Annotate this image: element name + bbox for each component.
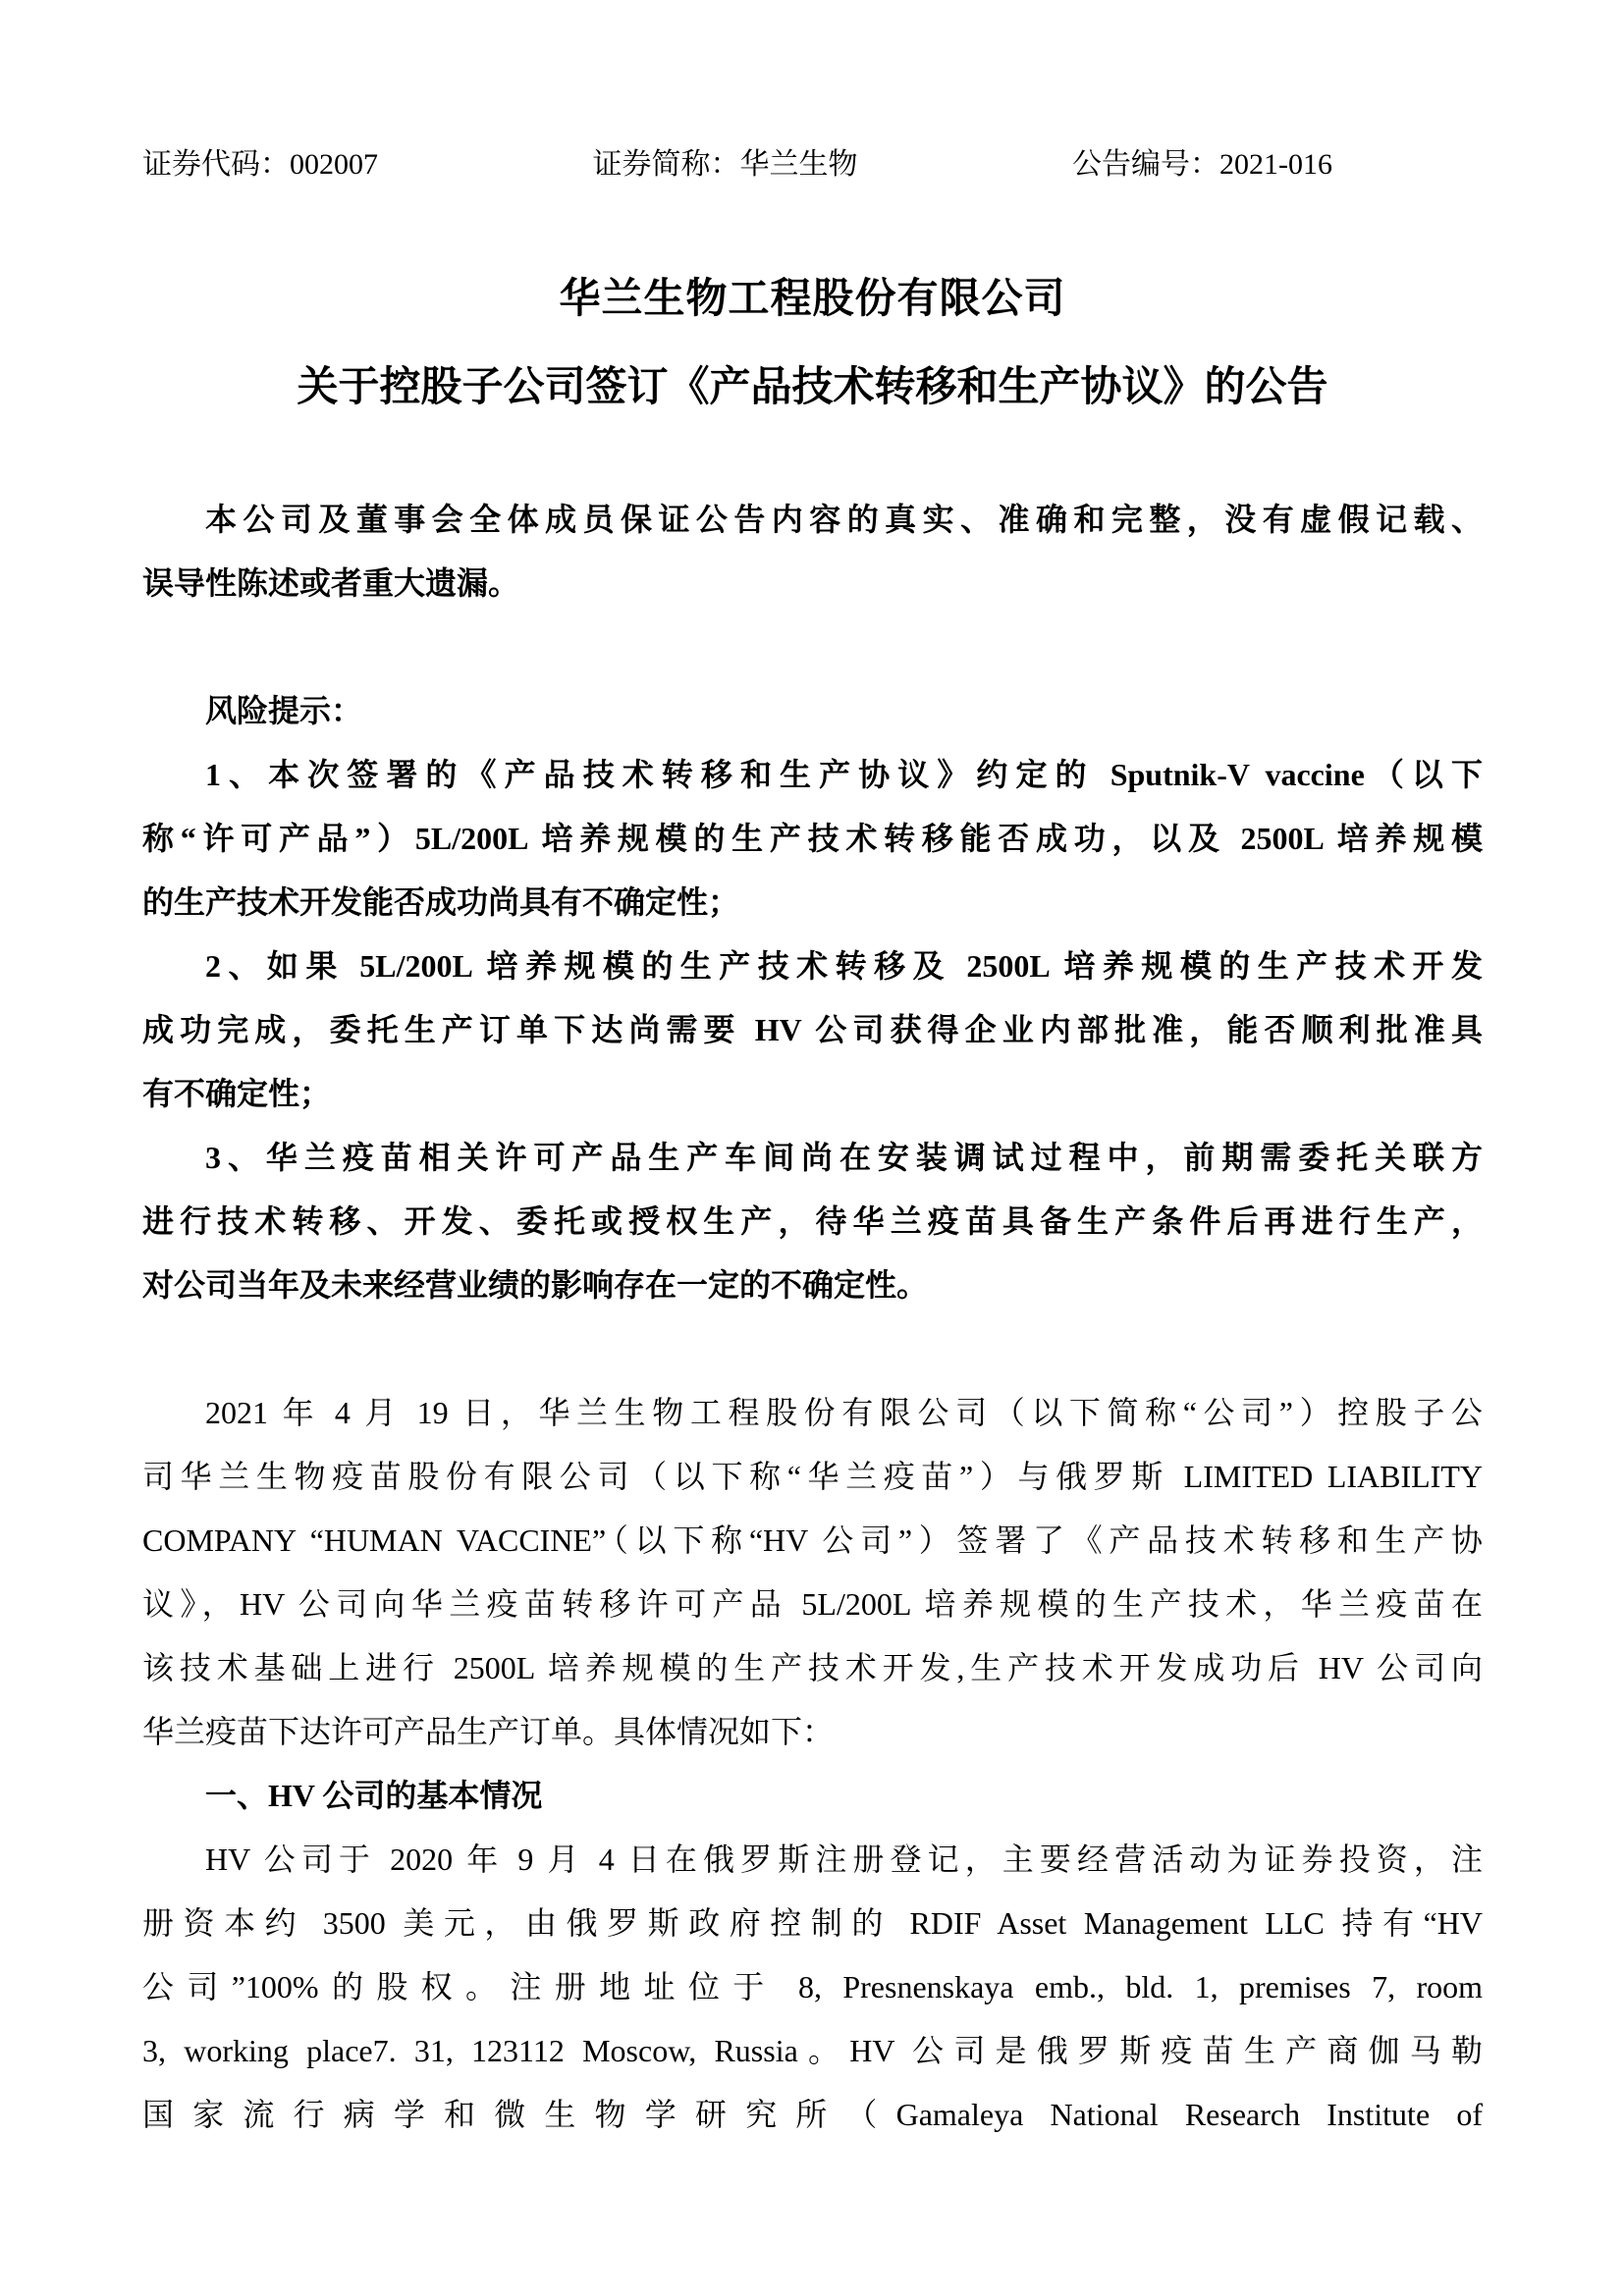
company-name-title: 华兰生物工程股份有限公司	[559, 277, 1066, 322]
blank-line	[142, 615, 1483, 679]
stock-code: 证券代码：002007	[142, 148, 378, 181]
text-line: 一、HV 公司的基本情况	[205, 1778, 543, 1813]
text-line: 司华兰生物疫苗股份有限公司（以下称“华兰疫苗”）与俄罗斯 LIMITED LIABILITY	[142, 1459, 1483, 1494]
text-line: 2、如果 5L/200L 培养规模的生产技术转移及 2500L 培养规模的生产技术开发	[205, 948, 1483, 984]
text-line: 3、华兰疫苗相关许可产品生产车间尚在安装调试过程中，前期需委托关联方	[205, 1140, 1483, 1175]
document-body	[142, 488, 1483, 2147]
text-line: 进行技术转移、开发、委托或授权生产，待华兰疫苗具备生产条件后再进行生产，	[142, 1203, 1483, 1239]
text-line: 称“许可产品”）5L/200L 培养规模的生产技术转移能否成功，以及 2500L 培养规模	[142, 821, 1483, 856]
text-line: HV 公司于 2020 年 9 月 4 日在俄罗斯注册登记，主要经营活动为证券投资，注	[205, 1842, 1483, 1877]
document-header	[142, 147, 1332, 183]
text-line: 公司”100%的股权。注册地址位于 8, Presnenskaya emb., bld. 1, premises 7, room	[142, 1969, 1483, 2004]
text-line: 册资本约 3500 美元，由俄罗斯政府控制的 RDIF Asset Management LLC 持有“HV	[142, 1905, 1483, 1941]
text-line: 国家流行病学和微生物学研究所（Gamaleya National Research Institute of	[142, 2097, 1483, 2132]
text-line: 2021 年 4 月 19 日，华兰生物工程股份有限公司（以下简称“公司”）控股子公	[205, 1395, 1483, 1430]
text-line: COMPANY “HUMAN VACCINE”（以下称“HV 公司”）签署了《产品技术转移和生产协	[142, 1522, 1483, 1558]
stock-name: 证券简称：华兰生物	[592, 148, 858, 181]
announcement-title: 关于控股子公司签订《产品技术转移和生产协议》的公告	[297, 365, 1328, 410]
text-line: 议》，HV 公司向华兰疫苗转移许可产品 5L/200L 培养规模的生产技术，华兰疫苗在	[142, 1586, 1483, 1622]
text-line: 的生产技术开发能否成功尚具有不确定性；	[142, 884, 740, 920]
text-line: 1、本次签署的《产品技术转移和生产协议》约定的 Sputnik-V vaccine（以下	[205, 757, 1483, 792]
text-line: 该技术基础上进行 2500L 培养规模的生产技术开发,生产技术开发成功后 HV 公司向	[142, 1650, 1483, 1685]
text-line: 成功完成，委托生产订单下达尚需要 HV 公司获得企业内部批准，能否顺利批准具	[142, 1012, 1483, 1047]
text-line: 误导性陈述或者重大遗漏。	[142, 565, 520, 601]
blank-line	[142, 1317, 1483, 1381]
text-line: 3, working place7. 31, 123112 Moscow, Russia。HV 公司是俄罗斯疫苗生产商伽马勒	[142, 2033, 1483, 2068]
text-line: 有不确定性；	[142, 1076, 332, 1111]
announcement-number: 公告编号：2021-016	[1072, 148, 1332, 181]
text-line: 华兰疫苗下达许可产品生产订单。具体情况如下：	[142, 1714, 835, 1749]
text-line: 风险提示：	[205, 693, 363, 728]
text-line: 对公司当年及未来经营业绩的影响存在一定的不确定性。	[142, 1267, 929, 1303]
text-line: 本公司及董事会全体成员保证公告内容的真实、准确和完整，没有虚假记载、	[205, 502, 1483, 537]
